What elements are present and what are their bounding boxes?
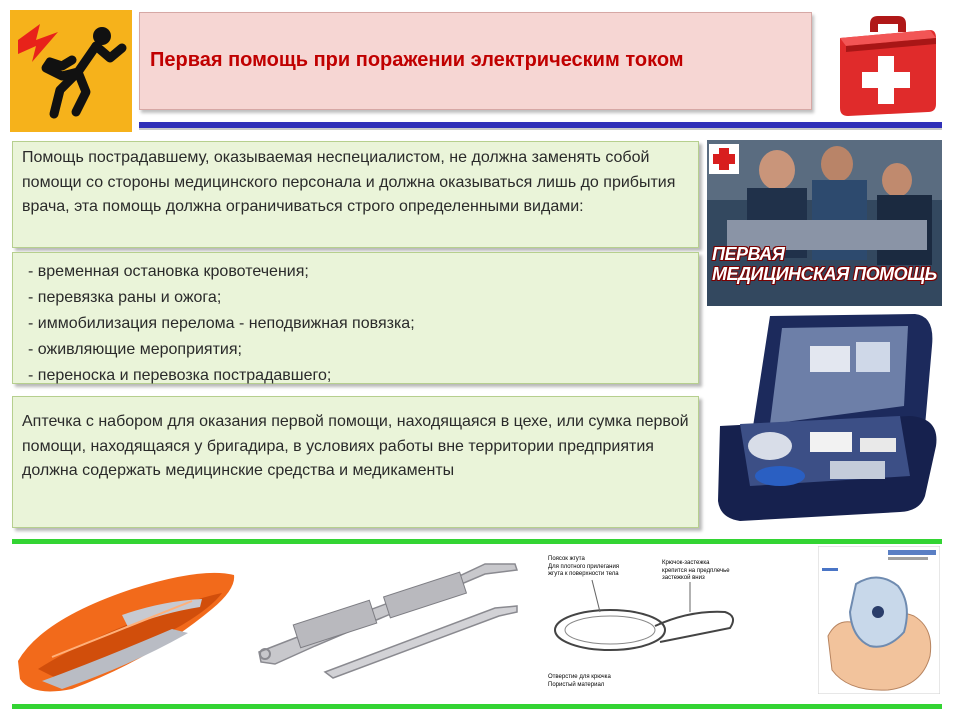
resuscitation-mask-diagram	[818, 546, 940, 694]
intro-text: Помощь пострадавшему, оказываемая неспециалистом, не должна заменять собой помощи со стороны медицинского персонала и должна оказываться лишь до прибытия врача, эта помощь должна ограничиваться строго определенными видами:	[22, 149, 676, 215]
svg-text:Крючок-застежка: Крючок-застежка	[662, 560, 710, 566]
page-title: Первая помощь при поражении электрическим током	[150, 49, 684, 71]
first-aid-kit-text: Аптечка с набором для оказания первой помощи, находящаяся в цехе, или сумка первой помощи, находящаяся у бригадира, в условиях работы вне территории предприятия должна содержать медицинские средства и медикаменты	[22, 413, 689, 479]
footer-divider	[12, 704, 942, 709]
tourniquet-diagram	[540, 550, 760, 695]
title-underline-shadow	[139, 128, 942, 130]
first-aid-bag-image	[710, 306, 945, 531]
photo-caption	[712, 244, 937, 284]
svg-text:Пористый материал: Пористый материал	[548, 682, 605, 688]
stretcher-image	[255, 560, 525, 680]
first-aid-kit-icon	[832, 12, 942, 122]
svg-text:Для плотного прилегания: Для плотного прилегания	[548, 564, 620, 570]
list-item: - иммобилизация перелома - неподвижная повязка;	[28, 315, 415, 332]
list-item: - оживляющие мероприятия;	[28, 341, 242, 358]
svg-text:Отверстие для крючка: Отверстие для крючка	[548, 674, 611, 680]
svg-text:жгута к поверхности тела: жгута к поверхности тела	[548, 571, 619, 577]
electric-shock-warning-icon	[10, 10, 132, 132]
photo-caption-line-1: ПЕРВАЯ	[712, 244, 785, 264]
svg-text:Поясок жгута: Поясок жгута	[548, 556, 585, 562]
svg-text:крепится на предплечье: крепится на предплечье	[662, 568, 730, 574]
list-item: - переноска и перевозка пострадавшего;	[28, 367, 332, 384]
vacuum-splint-image	[12, 549, 240, 697]
list-item: - временная остановка кровотечения;	[28, 263, 309, 280]
svg-text:застежкой вниз: застежкой вниз	[662, 575, 705, 581]
photo-caption-line-2: МЕДИЦИНСКАЯ ПОМОЩЬ	[712, 264, 937, 284]
list-item: - перевязка раны и ожога;	[28, 289, 222, 306]
first-aid-types-list	[28, 259, 415, 389]
section-divider	[12, 539, 942, 544]
